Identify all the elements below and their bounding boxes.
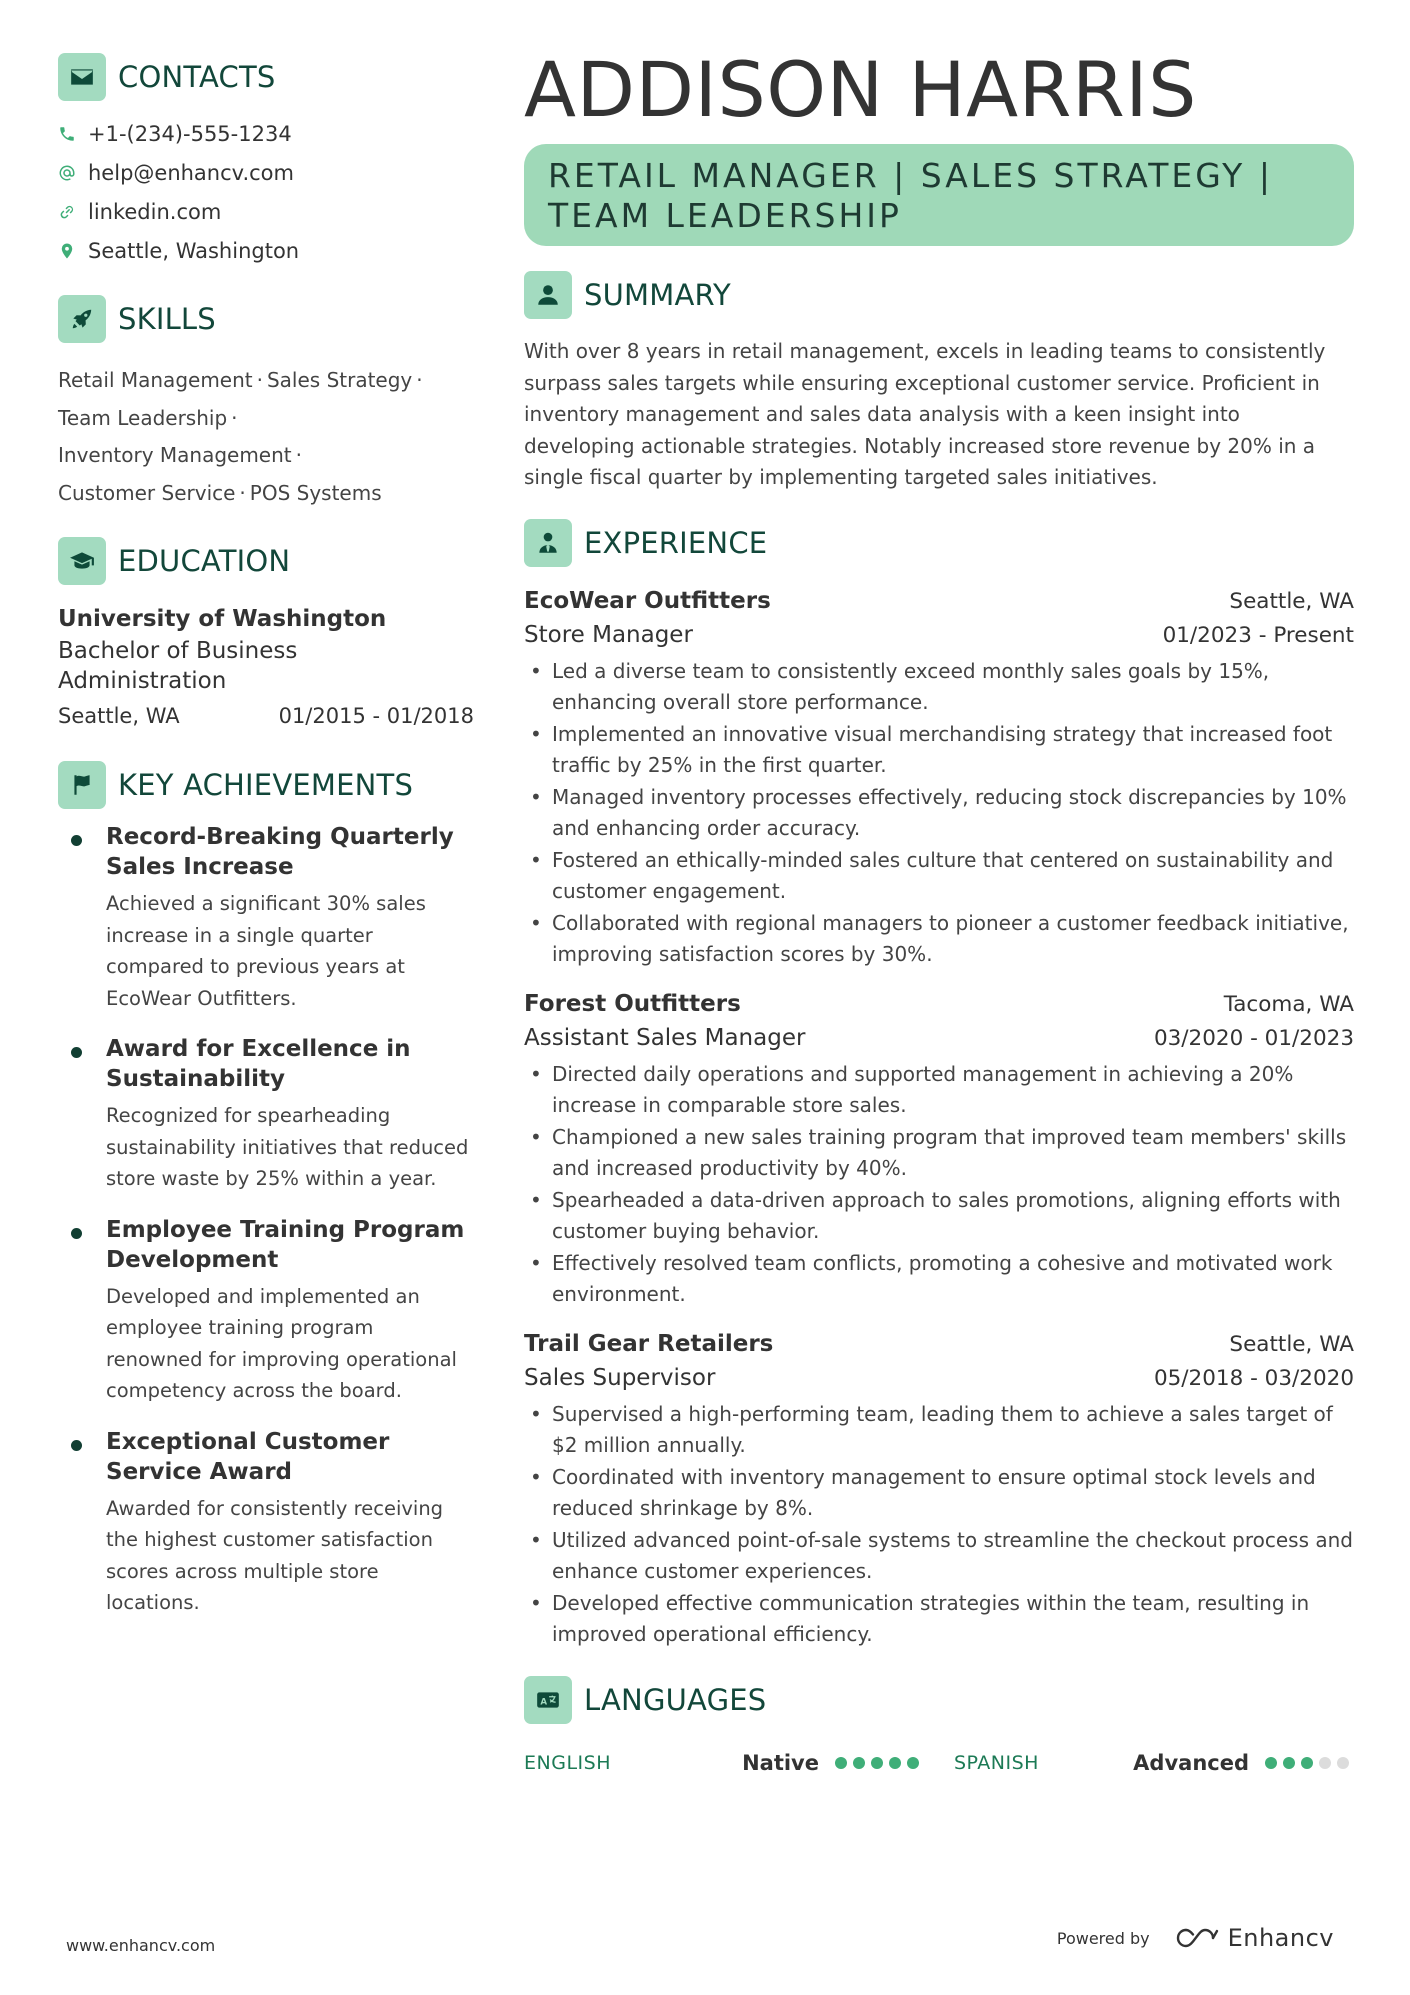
achievements-heading bbox=[58, 760, 478, 810]
achievement-desc: Recognized for spearheading sustainability initiatives that reduced store waste by 25% within a year. bbox=[106, 1104, 469, 1190]
summary-heading bbox=[524, 270, 1354, 320]
language-rating bbox=[835, 1757, 919, 1769]
job-bullets bbox=[524, 1059, 1354, 1311]
achievements-title: KEY ACHIEVEMENTS bbox=[118, 768, 414, 802]
job-header bbox=[524, 987, 1354, 1021]
at-icon bbox=[58, 164, 76, 182]
skill-item: Retail Management bbox=[58, 368, 253, 392]
education-dates: 01/2015 - 01/2018 bbox=[278, 704, 474, 728]
skill-separator: · bbox=[416, 368, 423, 392]
job-location: Seattle, WA bbox=[1229, 1331, 1354, 1357]
achievement-title: Award for Excellence in Sustainability bbox=[106, 1036, 411, 1092]
contact-email[interactable] bbox=[58, 153, 478, 192]
translate-icon bbox=[524, 1676, 572, 1724]
job-bullet: • Collaborated with regional managers to pioneer a customer feedback initiative, improving satisfaction scores by 30%. bbox=[524, 908, 1354, 971]
languages-section bbox=[524, 1675, 1354, 1775]
languages-heading bbox=[524, 1675, 1354, 1725]
flag-icon bbox=[58, 761, 106, 809]
skill-item: Inventory Management bbox=[58, 443, 292, 467]
graduation-cap-icon bbox=[58, 537, 106, 585]
job-bullet: • Championed a new sales training program that improved team members' skills and increased productivity by 40%. bbox=[524, 1122, 1354, 1185]
skills-line-3 bbox=[58, 437, 478, 475]
achievement-desc: Awarded for consistently receiving the highest customer satisfaction scores across multiple store locations. bbox=[106, 1496, 444, 1614]
job-dates: 03/2020 - 01/2023 bbox=[1153, 1025, 1354, 1051]
experience-heading bbox=[524, 518, 1354, 568]
location-text: Seattle, Washington bbox=[88, 238, 300, 263]
education-location: Seattle, WA bbox=[58, 704, 180, 728]
job-subheader bbox=[524, 618, 1354, 652]
enhancv-brand-name: Enhancv bbox=[1227, 1924, 1334, 1952]
candidate-name: ADDISON HARRIS bbox=[524, 45, 1197, 134]
powered-by-label: Powered by bbox=[1056, 1928, 1150, 1948]
achievement-item bbox=[58, 1215, 478, 1407]
job-bullet: • Led a diverse team to consistently exceed monthly sales goals by 15%, enhancing overall store performance. bbox=[524, 656, 1354, 719]
contact-linkedin[interactable] bbox=[58, 192, 478, 231]
language-level: Native bbox=[742, 1750, 819, 1775]
job-entry bbox=[524, 987, 1354, 1311]
education-degree: Bachelor of Business Administration bbox=[58, 638, 298, 694]
skills-line-4 bbox=[58, 475, 478, 513]
education-school: University of Washington bbox=[58, 606, 387, 632]
language-name: SPANISH bbox=[954, 1751, 1039, 1774]
contacts-heading bbox=[58, 52, 478, 102]
link-icon bbox=[58, 203, 76, 221]
job-subheader bbox=[524, 1361, 1354, 1395]
right-column bbox=[524, 40, 1354, 1775]
summary-title: SUMMARY bbox=[584, 278, 731, 312]
job-bullet: • Fostered an ethically-minded sales culture that centered on sustainability and customer engagement. bbox=[524, 845, 1354, 908]
experience-section bbox=[524, 518, 1354, 1651]
skill-item: Sales Strategy bbox=[266, 368, 413, 392]
rating-dot-empty bbox=[1337, 1757, 1349, 1769]
person-icon bbox=[524, 271, 572, 319]
job-bullet: • Directed daily operations and supported management in achieving a 20% increase in comparable store sales. bbox=[524, 1059, 1354, 1122]
skills-heading bbox=[58, 294, 478, 344]
summary-section bbox=[524, 270, 1354, 494]
achievement-title: Exceptional Customer Service Award bbox=[106, 1428, 390, 1485]
phone-text: +1-(234)-555-1234 bbox=[88, 121, 292, 146]
job-bullet: • Managed inventory processes effectively, reducing stock discrepancies by 10% and enhancing order accuracy. bbox=[524, 782, 1354, 845]
job-header bbox=[524, 584, 1354, 618]
left-column bbox=[58, 52, 478, 1639]
rating-dot-empty bbox=[1319, 1757, 1331, 1769]
language-level: Advanced bbox=[1133, 1750, 1249, 1775]
job-company: EcoWear Outfitters bbox=[524, 587, 771, 614]
language-item bbox=[954, 1751, 1349, 1775]
rating-dot-filled bbox=[835, 1757, 847, 1769]
footer-branding[interactable] bbox=[1057, 1924, 1334, 1952]
contacts-title: CONTACTS bbox=[118, 60, 276, 94]
contacts-list bbox=[58, 114, 478, 270]
rating-dot-filled bbox=[1265, 1757, 1277, 1769]
job-bullet: • Spearheaded a data-driven approach to sales promotions, aligning efforts with customer buying behavior. bbox=[524, 1185, 1354, 1248]
job-bullet: • Supervised a high-performing team, leading them to achieve a sales target of $2 million annually. bbox=[524, 1399, 1354, 1462]
job-bullet: • Implemented an innovative visual merchandising strategy that increased foot traffic by 25% in the first quarter. bbox=[524, 719, 1354, 782]
rating-dot-filled bbox=[1283, 1757, 1295, 1769]
location-pin-icon bbox=[58, 242, 76, 260]
job-subheader bbox=[524, 1021, 1354, 1055]
rocket-icon bbox=[58, 295, 106, 343]
skill-separator: · bbox=[231, 405, 238, 430]
job-entry bbox=[524, 1327, 1354, 1651]
skills-title: SKILLS bbox=[118, 302, 216, 336]
skill-separator: · bbox=[239, 480, 246, 505]
skill-item: Customer Service bbox=[58, 480, 236, 505]
job-company: Trail Gear Retailers bbox=[524, 1330, 774, 1357]
skill-separator: · bbox=[295, 443, 302, 467]
skill-separator: · bbox=[256, 368, 263, 392]
skills-line-1 bbox=[58, 362, 478, 400]
job-entry bbox=[524, 584, 1354, 971]
summary-text: With over 8 years in retail management, excels in leading teams to consistently surpass sales targets while ensuring exceptional customer service. Proficient in inventory management and sales data analysis with a keen insight into developing actionable strategies. Notably increased store revenue by 20% in a single fiscal quarter by implementing targeted sales initiatives. bbox=[524, 339, 1326, 489]
linkedin-text: linkedin.com bbox=[88, 199, 222, 224]
achievements-list bbox=[58, 822, 478, 1619]
education-heading bbox=[58, 536, 478, 586]
achievement-title: Record-Breaking Quarterly Sales Increase bbox=[106, 824, 454, 880]
svg-text:A: A bbox=[540, 1696, 548, 1707]
rating-dot-filled bbox=[853, 1757, 865, 1769]
job-location: Tacoma, WA bbox=[1223, 991, 1354, 1017]
achievement-desc: Developed and implemented an employee training program renowned for improving operational competency across the board. bbox=[106, 1284, 457, 1402]
education-meta bbox=[58, 696, 474, 736]
experience-title: EXPERIENCE bbox=[584, 525, 768, 560]
language-rating bbox=[1265, 1757, 1349, 1769]
achievement-item bbox=[58, 1034, 478, 1195]
job-header bbox=[524, 1327, 1354, 1361]
phone-icon bbox=[58, 125, 76, 143]
job-role: Assistant Sales Manager bbox=[524, 1024, 806, 1051]
contact-location bbox=[58, 231, 478, 270]
skills-list bbox=[58, 362, 478, 512]
job-bullets bbox=[524, 656, 1354, 971]
contact-phone[interactable] bbox=[58, 114, 478, 153]
languages-list bbox=[524, 1751, 1354, 1775]
rating-dot-filled bbox=[907, 1757, 919, 1769]
rating-dot-filled bbox=[889, 1757, 901, 1769]
job-bullet: • Coordinated with inventory management to ensure optimal stock levels and reduced shrinkage by 8%. bbox=[524, 1462, 1354, 1525]
footer-website[interactable]: www.enhancv.com bbox=[66, 1936, 216, 1955]
education-title: EDUCATION bbox=[118, 544, 291, 578]
enhancv-logo-icon bbox=[1176, 1926, 1220, 1950]
job-bullets bbox=[524, 1399, 1354, 1651]
job-dates: 01/2023 - Present bbox=[1162, 622, 1354, 648]
achievement-item bbox=[58, 1427, 478, 1619]
job-location: Seattle, WA bbox=[1229, 588, 1354, 614]
skill-item: POS Systems bbox=[249, 480, 382, 505]
job-dates: 05/2018 - 03/2020 bbox=[1153, 1365, 1354, 1391]
rating-dot-filled bbox=[871, 1757, 883, 1769]
skills-line-2 bbox=[58, 400, 478, 438]
languages-title: LANGUAGES bbox=[584, 1682, 767, 1717]
language-name: ENGLISH bbox=[524, 1751, 611, 1774]
language-item bbox=[524, 1751, 919, 1775]
job-role: Store Manager bbox=[524, 621, 693, 648]
job-role: Sales Supervisor bbox=[524, 1364, 716, 1391]
achievement-title: Employee Training Program Development bbox=[106, 1216, 465, 1273]
rating-dot-filled bbox=[1301, 1757, 1313, 1769]
job-bullet: • Effectively resolved team conflicts, promoting a cohesive and motivated work environment. bbox=[524, 1248, 1354, 1311]
envelope-icon bbox=[58, 53, 106, 101]
job-bullet: • Utilized advanced point-of-sale systems to streamline the checkout process and enhance customer experiences. bbox=[524, 1525, 1354, 1588]
email-text: help@enhancv.com bbox=[88, 160, 294, 185]
job-bullet: • Developed effective communication strategies within the team, resulting in improved operational efficiency. bbox=[524, 1588, 1354, 1651]
skill-item: Team Leadership bbox=[58, 405, 228, 430]
education-entry bbox=[58, 602, 478, 736]
headline-banner: RETAIL MANAGER | SALES STRATEGY | TEAM LEADERSHIP bbox=[524, 144, 1354, 246]
job-company: Forest Outfitters bbox=[524, 990, 741, 1017]
achievement-desc: Achieved a significant 30% sales increase in a single quarter compared to previous years at EcoWear Outfitters. bbox=[106, 892, 426, 1010]
achievement-item bbox=[58, 822, 478, 1014]
business-person-icon bbox=[524, 519, 572, 567]
